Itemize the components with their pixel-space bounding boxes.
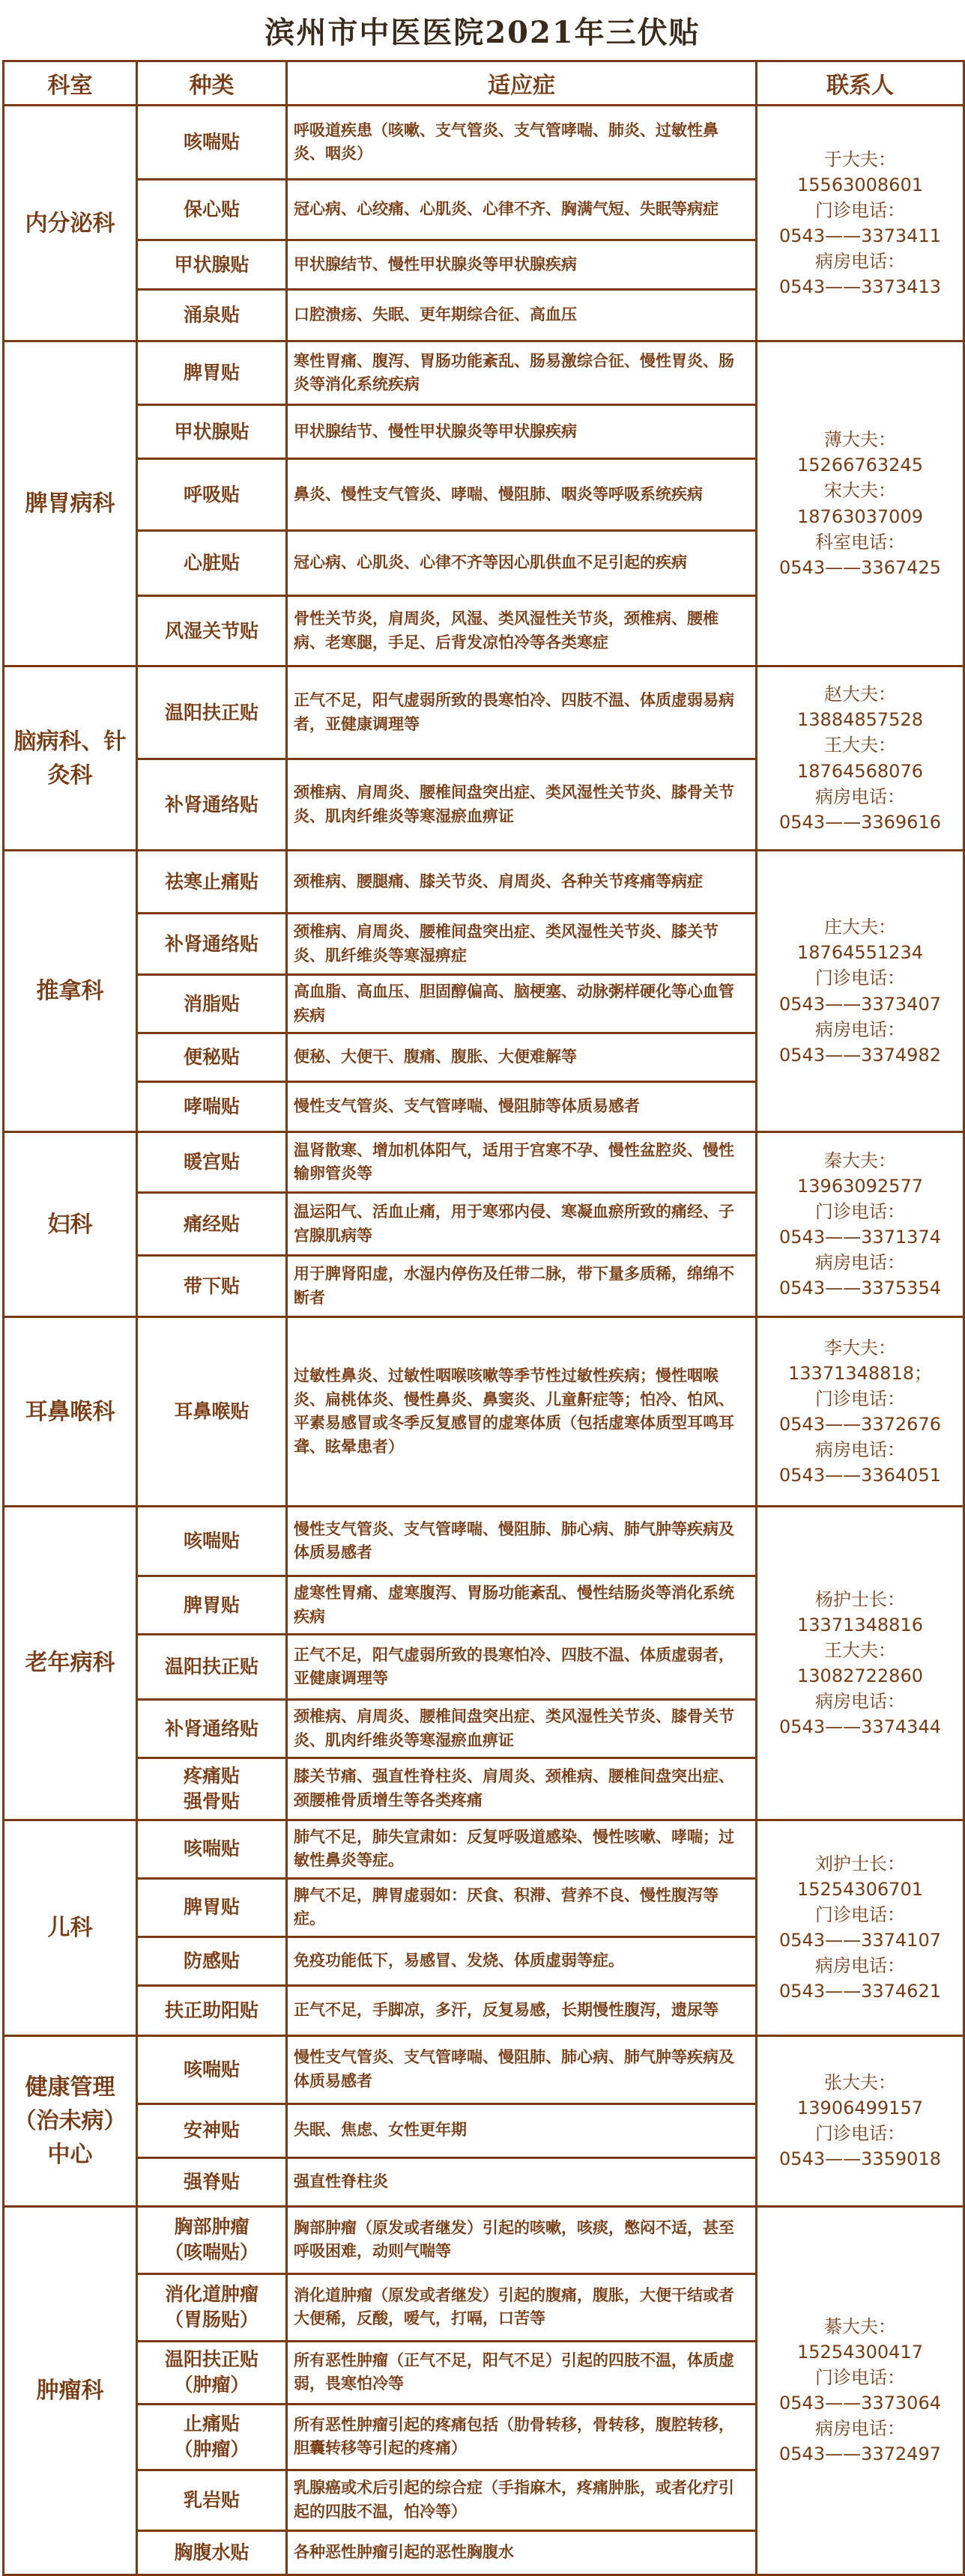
indication-cell: 骨性关节炎，肩周炎，风湿、类风湿性关节炎，颈椎病、腰椎病、老寒腿，手足、后背发凉怕冷等各类寒症 bbox=[287, 596, 757, 666]
indication-cell: 慢性支气管炎、支气管哮喘、慢阻肺、肺心病、肺气肿等疾病及体质易感者 bbox=[287, 2035, 757, 2103]
contact-line: 病房电话： bbox=[815, 1955, 905, 1977]
indication-cell: 颈椎病、腰腿痛、膝关节炎、肩周炎、各种关节疼痛等病症 bbox=[287, 851, 757, 914]
indication-cell: 冠心病、心肌炎、心律不齐等因心肌供血不足引起的疾病 bbox=[287, 531, 757, 596]
contact-line: 0543——3373407 bbox=[779, 993, 941, 1015]
table-row bbox=[4, 2035, 964, 2103]
indication-cell: 寒性胃痛、腹泻、胃肠功能紊乱、肠易激综合征、慢性胃炎、肠炎等消化系统疾病 bbox=[287, 341, 757, 405]
kind-cell: 心脏贴 bbox=[137, 531, 287, 596]
kind-cell: 安神贴 bbox=[137, 2103, 287, 2157]
indication-cell: 慢性支气管炎、支气管哮喘、慢阻肺、肺心病、肺气肿等疾病及体质易感者 bbox=[287, 1507, 757, 1576]
indication-cell: 冠心病、心绞痛、心肌炎、心律不齐、胸满气短、失眠等病症 bbox=[287, 180, 757, 240]
contact-line: 门诊电话： bbox=[815, 1904, 905, 1925]
kind-cell: 脾胃贴 bbox=[137, 1576, 287, 1635]
contact-cell bbox=[757, 106, 964, 341]
contact-line: 0543——3374107 bbox=[779, 1930, 941, 1951]
contact-line: 0543——3374621 bbox=[779, 1981, 941, 2002]
kind-cell: 咳喘贴 bbox=[137, 2035, 287, 2103]
contact-line: 科室电话： bbox=[815, 531, 905, 553]
indication-cell: 强直性脊柱炎 bbox=[287, 2157, 757, 2206]
contact-line: 18763037009 bbox=[797, 505, 923, 527]
kind-cell: 补肾通络贴 bbox=[137, 759, 287, 851]
kind-cell: 咳喘贴 bbox=[137, 1820, 287, 1878]
header-contact: 联系人 bbox=[757, 61, 964, 106]
department-cell: 老年病科 bbox=[4, 1507, 137, 1820]
table-row bbox=[4, 1820, 964, 1878]
kind-cell: 甲状腺贴 bbox=[137, 405, 287, 459]
contact-line: 杨护士长： bbox=[815, 1588, 905, 1610]
kind-cell: 脾胃贴 bbox=[137, 1878, 287, 1936]
header-row bbox=[4, 61, 964, 106]
kind-cell: 暖宫贴 bbox=[137, 1132, 287, 1193]
header-indication: 适应症 bbox=[287, 61, 757, 106]
contact-line: 病房电话： bbox=[815, 1690, 905, 1712]
kind-cell: 温阳扶正贴 bbox=[137, 1635, 287, 1700]
department-cell: 儿科 bbox=[4, 1820, 137, 2035]
contact-line: 0543——3372497 bbox=[779, 2443, 941, 2465]
contact-line: 病房电话： bbox=[815, 251, 905, 273]
contact-line: 13371348816 bbox=[797, 1614, 923, 1635]
contact-cell bbox=[757, 666, 964, 851]
contact-line: 秦大夫： bbox=[824, 1149, 896, 1171]
table-row bbox=[4, 1507, 964, 1576]
kind-cell: 消脂贴 bbox=[137, 975, 287, 1033]
department-cell: 肿瘤科 bbox=[4, 2206, 137, 2575]
kind-cell: 祛寒止痛贴 bbox=[137, 851, 287, 914]
indication-cell: 便秘、大便干、腹痛、腹胀、大便难解等 bbox=[287, 1033, 757, 1082]
contact-line: 门诊电话： bbox=[815, 967, 905, 989]
indication-cell: 温肾散寒、增加机体阳气，适用于宫寒不孕、慢性盆腔炎、慢性输卵管炎等 bbox=[287, 1132, 757, 1193]
indication-cell: 所有恶性肿瘤引起的疼痛包括（肋骨转移，骨转移，腹腔转移，胆囊转移等引起的疼痛） bbox=[287, 2404, 757, 2470]
table-body bbox=[4, 106, 964, 2575]
contact-cell bbox=[757, 1317, 964, 1507]
indication-cell: 过敏性鼻炎、过敏性咽喉咳嗽等季节性过敏性疾病；慢性咽喉炎、扁桃体炎、慢性鼻炎、鼻窦炎、儿童鼾症等；怕冷、怕风、平素易感冒或冬季反复感冒的虚寒体质（包括虚寒体质型耳鸣耳聋、眩晕患者） bbox=[287, 1317, 757, 1507]
indication-cell: 用于脾肾阳虚，水湿内停伤及任带二脉，带下量多质稀，绵绵不断者 bbox=[287, 1256, 757, 1317]
indication-cell: 口腔溃疡、失眠、更年期综合征、高血压 bbox=[287, 290, 757, 341]
indication-cell: 胸部肿瘤（原发或者继发）引起的咳嗽，咳痰，憋闷不适，甚至呼吸困难，动则气喘等 bbox=[287, 2206, 757, 2273]
kind-cell: 风湿关节贴 bbox=[137, 596, 287, 666]
kind-cell: 脾胃贴 bbox=[137, 341, 287, 405]
contact-cell bbox=[757, 1820, 964, 2035]
contact-line: 门诊电话： bbox=[815, 2123, 905, 2144]
indication-cell: 高血脂、高血压、胆固醇偏高、脑梗塞、动脉粥样硬化等心血管疾病 bbox=[287, 975, 757, 1033]
indication-cell: 正气不足，手脚凉，多汗，反复易感，长期慢性腹泻，遗尿等 bbox=[287, 1985, 757, 2035]
contact-line: 宋大夫： bbox=[824, 480, 896, 502]
kind-cell: 胸腹水贴 bbox=[137, 2530, 287, 2575]
contact-line: 薄大夫： bbox=[824, 429, 896, 451]
kind-cell: 止痛贴 （肿瘤） bbox=[137, 2404, 287, 2470]
contact-line: 门诊电话： bbox=[815, 1388, 905, 1409]
kind-cell: 呼吸贴 bbox=[137, 459, 287, 531]
department-cell: 脑病科、针灸科 bbox=[4, 666, 137, 851]
contact-cell bbox=[757, 1132, 964, 1317]
contact-line: 病房电话： bbox=[815, 786, 905, 807]
indication-cell: 虚寒性胃痛、虚寒腹泻、胃肠功能紊乱、慢性结肠炎等消化系统疾病 bbox=[287, 1576, 757, 1635]
contact-line: 王大夫： bbox=[824, 1639, 896, 1661]
kind-cell: 胸部肿瘤 （咳喘贴） bbox=[137, 2206, 287, 2273]
contact-cell bbox=[757, 851, 964, 1132]
contact-line: 15563008601 bbox=[797, 174, 923, 195]
contact-line: 门诊电话： bbox=[815, 2366, 905, 2388]
indication-cell: 呼吸道疾患（咳嗽、支气管炎、支气管哮喘、肺炎、过敏性鼻炎、咽炎） bbox=[287, 106, 757, 180]
indication-cell: 失眠、焦虑、女性更年期 bbox=[287, 2103, 757, 2157]
kind-cell: 温阳扶正贴 （肿瘤） bbox=[137, 2341, 287, 2404]
table-row bbox=[4, 341, 964, 405]
indication-cell: 甲状腺结节、慢性甲状腺炎等甲状腺疾病 bbox=[287, 240, 757, 290]
contact-line: 0543——3372676 bbox=[779, 1414, 941, 1435]
department-cell: 推拿科 bbox=[4, 851, 137, 1132]
contact-line: 0543——3371374 bbox=[779, 1227, 941, 1248]
indication-cell: 鼻炎、慢性支气管炎、哮喘、慢阻肺、咽炎等呼吸系统疾病 bbox=[287, 459, 757, 531]
contact-line: 0543——3364051 bbox=[779, 1465, 941, 1486]
kind-cell: 带下贴 bbox=[137, 1256, 287, 1317]
contact-line: 0543——3374982 bbox=[779, 1044, 941, 1066]
kind-cell: 咳喘贴 bbox=[137, 106, 287, 180]
contact-line: 0543——3367425 bbox=[779, 556, 941, 578]
contact-cell bbox=[757, 2206, 964, 2575]
contact-cell bbox=[757, 2035, 964, 2206]
contact-line: 18764568076 bbox=[797, 760, 923, 782]
contact-line: 0543——3373411 bbox=[779, 225, 941, 246]
kind-cell: 疼痛贴 强骨贴 bbox=[137, 1758, 287, 1820]
kind-cell: 咳喘贴 bbox=[137, 1507, 287, 1576]
contact-line: 庄大夫： bbox=[824, 917, 896, 938]
kind-cell: 补肾通络贴 bbox=[137, 1700, 287, 1758]
department-cell: 内分泌科 bbox=[4, 106, 137, 341]
contact-line: 病房电话： bbox=[815, 2418, 905, 2440]
contact-line: 0543——3373064 bbox=[779, 2393, 941, 2414]
contact-line: 赵大夫： bbox=[824, 684, 896, 705]
contact-line: 13906499157 bbox=[797, 2097, 923, 2118]
contact-line: 13371348818； bbox=[788, 1362, 932, 1384]
table-row bbox=[4, 2206, 964, 2273]
department-cell: 耳鼻喉科 bbox=[4, 1317, 137, 1507]
contact-line: 王大夫： bbox=[824, 735, 896, 756]
contact-line: 0543——3359018 bbox=[779, 2148, 941, 2170]
contact-line: 13963092577 bbox=[797, 1175, 923, 1197]
header-department: 科室 bbox=[4, 61, 137, 106]
contact-line: 18764551234 bbox=[797, 942, 923, 964]
indication-cell: 各种恶性肿瘤引起的恶性胸腹水 bbox=[287, 2530, 757, 2575]
contact-line: 门诊电话： bbox=[815, 1200, 905, 1222]
indication-cell: 慢性支气管炎、支气管哮喘、慢阻肺等体质易感者 bbox=[287, 1082, 757, 1132]
contact-line: 李大夫： bbox=[824, 1337, 896, 1358]
contact-line: 病房电话： bbox=[815, 1018, 905, 1040]
indication-cell: 正气不足，阳气虚弱所致的畏寒怕冷、四肢不温、体质虚弱易病者，亚健康调理等 bbox=[287, 666, 757, 759]
contact-line: 于大夫： bbox=[824, 148, 896, 170]
kind-cell: 补肾通络贴 bbox=[137, 914, 287, 975]
department-cell: 健康管理（治未病）中心 bbox=[4, 2035, 137, 2206]
contact-line: 0543——3374344 bbox=[779, 1716, 941, 1737]
indication-cell: 乳腺癌或术后引起的综合症（手指麻木，疼痛肿胀，或者化疗引起的四肢不温，怕冷等） bbox=[287, 2470, 757, 2530]
schedule-table bbox=[2, 60, 965, 2576]
table-row bbox=[4, 1132, 964, 1193]
indication-cell: 膝关节痛、强直性脊柱炎、肩周炎、颈椎病、腰椎间盘突出症、颈腰椎骨质增生等各类疼痛 bbox=[287, 1758, 757, 1820]
contact-line: 刘护士长： bbox=[815, 1853, 905, 1874]
contact-line: 门诊电话： bbox=[815, 199, 905, 221]
contact-line: 病房电话： bbox=[815, 1439, 905, 1461]
indication-cell: 免疫功能低下，易感冒、发烧、体质虚弱等症。 bbox=[287, 1936, 757, 1985]
kind-cell: 耳鼻喉贴 bbox=[137, 1317, 287, 1507]
kind-cell: 扶正助阳贴 bbox=[137, 1985, 287, 2035]
indication-cell: 正气不足，阳气虚弱所致的畏寒怕冷、四肢不温、体质虚弱者，亚健康调理等 bbox=[287, 1635, 757, 1700]
contact-cell bbox=[757, 1507, 964, 1820]
department-cell: 妇科 bbox=[4, 1132, 137, 1317]
indication-cell: 温运阳气、活血止痛，用于寒邪内侵、寒凝血瘀所致的痛经、子宫腺肌病等 bbox=[287, 1193, 757, 1256]
indication-cell: 所有恶性肿瘤（正气不足，阳气不足）引起的四肢不温，体质虚弱，畏寒怕冷等 bbox=[287, 2341, 757, 2404]
contact-line: 病房电话： bbox=[815, 1252, 905, 1274]
contact-line: 15266763245 bbox=[797, 455, 923, 476]
indication-cell: 肺气不足，肺失宣肃如：反复呼吸道感染、慢性咳嗽、哮喘；过敏性鼻炎等症。 bbox=[287, 1820, 757, 1878]
contact-line: 13884857528 bbox=[797, 709, 923, 731]
kind-cell: 强脊贴 bbox=[137, 2157, 287, 2206]
contact-line: 15254306701 bbox=[797, 1878, 923, 1900]
indication-cell: 颈椎病、肩周炎、腰椎间盘突出症、类风湿性关节炎、膝骨关节炎、肌肉纤维炎等寒湿瘀血痹证 bbox=[287, 1700, 757, 1758]
kind-cell: 甲状腺贴 bbox=[137, 240, 287, 290]
table-row bbox=[4, 851, 964, 914]
kind-cell: 乳岩贴 bbox=[137, 2470, 287, 2530]
kind-cell: 保心贴 bbox=[137, 180, 287, 240]
kind-cell: 温阳扶正贴 bbox=[137, 666, 287, 759]
indication-cell: 消化道肿瘤（原发或者继发）引起的腹痛，腹胀，大便干结或者大便稀，反酸，嗳气，打嗝，口苦等 bbox=[287, 2273, 757, 2341]
indication-cell: 甲状腺结节、慢性甲状腺炎等甲状腺疾病 bbox=[287, 405, 757, 459]
department-cell: 脾胃病科 bbox=[4, 341, 137, 666]
kind-cell: 涌泉贴 bbox=[137, 290, 287, 341]
indication-cell: 脾气不足，脾胃虚弱如：厌食、积滞、营养不良、慢性腹泻等症。 bbox=[287, 1878, 757, 1936]
contact-cell bbox=[757, 341, 964, 666]
contact-line: 0543——3369616 bbox=[779, 811, 941, 833]
table-row bbox=[4, 1317, 964, 1507]
contact-line: 张大夫： bbox=[824, 2071, 896, 2093]
contact-line: 13082722860 bbox=[797, 1665, 923, 1686]
header-kind: 种类 bbox=[137, 61, 287, 106]
kind-cell: 防感贴 bbox=[137, 1936, 287, 1985]
kind-cell: 痛经贴 bbox=[137, 1193, 287, 1256]
contact-line: 0543——3375354 bbox=[779, 1278, 941, 1299]
table-row bbox=[4, 106, 964, 180]
kind-cell: 消化道肿瘤 （胃肠贴） bbox=[137, 2273, 287, 2341]
kind-cell: 便秘贴 bbox=[137, 1033, 287, 1082]
contact-line: 綦大夫： bbox=[824, 2315, 896, 2337]
indication-cell: 颈椎病、肩周炎、腰椎间盘突出症、类风湿性关节炎、膝骨关节炎、肌肉纤维炎等寒湿瘀血痹证 bbox=[287, 759, 757, 851]
page-title: 滨州市中医医院2021年三伏贴 bbox=[264, 14, 701, 50]
contact-line: 15254300417 bbox=[797, 2341, 923, 2363]
table-row bbox=[4, 666, 964, 759]
indication-cell: 颈椎病、肩周炎、腰椎间盘突出症、类风湿性关节炎、膝关节炎、肌纤维炎等寒湿痹症 bbox=[287, 914, 757, 975]
contact-line: 0543——3373413 bbox=[779, 276, 941, 298]
kind-cell: 哮喘贴 bbox=[137, 1082, 287, 1132]
